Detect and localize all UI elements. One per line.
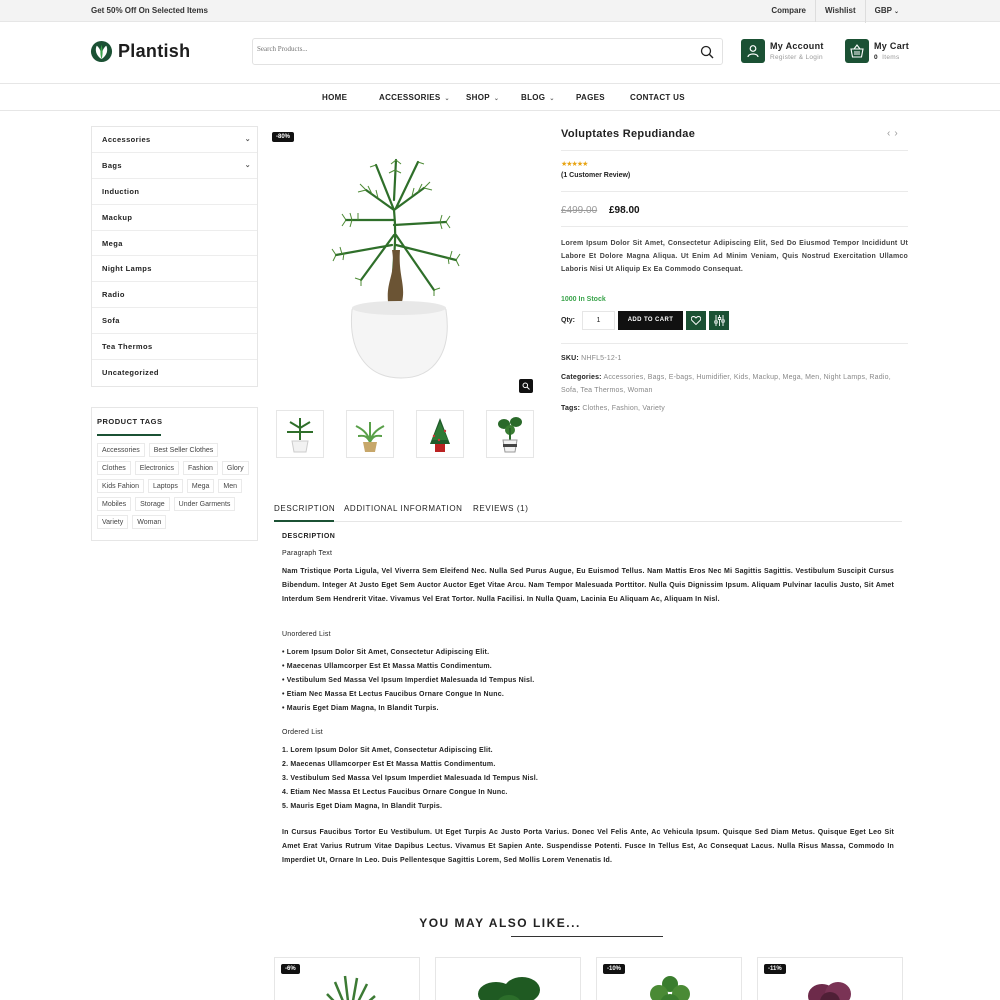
list-item: 1. Lorem Ipsum Dolor Sit Amet, Consectetur Adipiscing Elit. <box>282 747 493 754</box>
thumbnail-4[interactable] <box>486 410 534 458</box>
leaf-logo-icon <box>90 40 113 63</box>
cart-title: My Cart <box>874 41 910 51</box>
chevron-left-icon[interactable]: ‹ <box>887 128 895 139</box>
divider <box>561 226 908 227</box>
wishlist-link[interactable]: Wishlist <box>815 0 865 22</box>
divider <box>561 343 908 344</box>
compare-link[interactable]: Compare <box>771 6 807 15</box>
user-icon <box>741 39 765 63</box>
tag-chip[interactable]: Electronics <box>135 461 179 475</box>
category-item[interactable]: Uncategorized <box>102 368 159 378</box>
list-item: 5. Mauris Eget Diam Magna, In Blandit Turpis. <box>282 803 443 810</box>
tag-chip[interactable]: Mega <box>187 479 215 493</box>
nav-shop[interactable]: SHOP ⌄ <box>466 93 500 102</box>
list-item: 4. Etiam Nec Massa Et Lectus Faucibus Ornare Congue In Nunc. <box>282 789 508 796</box>
tag-chip[interactable]: Glory <box>222 461 249 475</box>
divider <box>561 191 908 192</box>
account-title: My Account <box>770 41 824 51</box>
list-item: • Etiam Nec Massa Et Lectus Faucibus Ornare Congue In Nunc. <box>282 691 504 698</box>
list-item: • Vestibulum Sed Massa Vel Ipsum Imperdiet Malesuada Id Tempus Nisl. <box>282 677 535 684</box>
unordered-list <box>282 646 894 716</box>
nav-contact[interactable]: CONTACT US <box>630 93 685 102</box>
closing-paragraph: In Cursus Faucibus Tortor Eu Vestibulum. Ut Eget Turpis Ac Justo Porta Varius. Donec Vel Felis Ante, Ac Vehicula Ipsum. Quisque Sed Diam Metus. Quisque Eget Leo Sit Amet Erat Varius Rutrum Vitae Dapibus Lectus. Vivamus Et Sapien Ante. Suspendisse Potenti. Fusce In Tellus Est, Ac Consequat Lacus. Nulla Risus Massa, Commodo In Imperdiet Ut, Ornare In Leo. Duis Pellentesque Sagittis Lorem, Sed Mollis Lorem Venenatis Id. <box>282 829 894 864</box>
thumbnail-1[interactable] <box>276 410 324 458</box>
description-paragraph: Nam Tristique Porta Ligula, Vel Viverra Sem Eleifend Nec. Nulla Sed Purus Augue, Eu Euismod Tellus. Nam Mattis Eros Nec Mi Sagittis Sagittis. Vestibulum Suscipit Cursus Bibendum. Integer At Justo Eget Sem Auctor Auctor Eget Vitae Arcu. Nam Tempor Malesuada Porttitor. Nulla Quis Dignissim Ipsum. Aliquam Pulvinar Iaculis Justo, Sit Amet Interdum Sem Hendrerit Vitae. Vivamus Vel Erat Tortor. Nulla Facilisi. In Nulla Quam, Lacinia Eu Aliquam Ac, Aliquam In Nisl. <box>282 568 894 603</box>
nav-accessories[interactable]: ACCESSORIES ⌄ <box>379 93 450 102</box>
active-tab-indicator <box>274 520 334 522</box>
list-item: 3. Vestibulum Sed Massa Vel Ipsum Imperdiet Malesuada Id Tempus Nisl. <box>282 775 539 782</box>
main-nav <box>0 83 1000 111</box>
tag-chip[interactable]: Men <box>218 479 242 493</box>
unordered-list-label: Unordered List <box>282 631 331 638</box>
star-rating: ★★★★★ <box>561 161 588 168</box>
add-to-cart-button[interactable]: ADD TO CART <box>618 311 683 330</box>
tag-list <box>97 443 257 533</box>
wishlist-heart-icon[interactable] <box>686 311 706 330</box>
description-heading: DESCRIPTION <box>282 533 336 540</box>
tags-line: Tags: Clothes, Fashion, Variety <box>561 405 665 412</box>
short-description: Lorem Ipsum Dolor Sit Amet, Consectetur Adipiscing Elit, Sed Do Eiusmod Tempor Incididunt Ut Labore Et Dolore Magna Aliqua. Ut Enim Ad Minim Veniam, Quis Nostrud Exercitation Ullamco Laboris Nisi Ut Aliquip Ex Ea Commodo Consequat. <box>561 240 908 273</box>
categories-line: Categories: Accessories, Bags, E-bags, Humidifier, Kids, Mackup, Mega, Men, Night Lamps, Radio, Sofa, Tea Thermos, Woman <box>561 374 891 394</box>
discount-badge: -6% <box>281 964 300 974</box>
logo[interactable] <box>90 40 190 63</box>
paragraph-label: Paragraph Text <box>282 550 333 557</box>
quantity-input[interactable]: 1 <box>582 311 615 330</box>
category-item[interactable]: Bags ⌄ <box>92 153 257 179</box>
chevron-down-icon: ⌄ <box>444 96 450 102</box>
cart-items-label: Items <box>882 54 900 61</box>
category-item[interactable]: Radio <box>92 282 257 308</box>
tag-chip[interactable]: Accessories <box>97 443 145 457</box>
category-list <box>91 126 258 387</box>
related-title: YOU MAY ALSO LIKE... <box>419 916 581 930</box>
old-price: £499.00 <box>561 205 598 216</box>
list-item: • Lorem Ipsum Dolor Sit Amet, Consectetur Adipiscing Elit. <box>282 649 490 656</box>
tag-chip[interactable]: Best Seller Clothes <box>149 443 219 457</box>
tag-chip[interactable]: Mobiles <box>97 497 131 511</box>
stock-status: 1000 In Stock <box>561 296 606 303</box>
logo-text: Plantish <box>118 41 191 61</box>
top-bar <box>0 0 1000 22</box>
basket-icon <box>845 39 869 63</box>
discount-badge: -10% <box>603 964 625 974</box>
related-product-card[interactable] <box>596 957 742 1000</box>
chevron-down-icon: ⌄ <box>893 8 899 15</box>
tag-chip[interactable]: Under Garments <box>174 497 236 511</box>
ordered-list-label: Ordered List <box>282 729 323 736</box>
account-subtitle: Register & Login <box>770 54 823 61</box>
chevron-down-icon[interactable]: ⌄ <box>244 136 251 143</box>
compare-sliders-icon[interactable] <box>709 311 729 330</box>
category-item[interactable]: Accessories ⌄ <box>92 127 257 153</box>
product-tags-widget <box>91 407 258 541</box>
product-title: Voluptates Repudiandae <box>561 128 696 140</box>
currency-selector[interactable] <box>865 0 908 23</box>
tags-title-underline <box>97 434 161 436</box>
currency-label: GBP <box>874 5 892 15</box>
qty-label: Qty: <box>561 317 575 324</box>
top-links <box>762 0 908 22</box>
chevron-down-icon: ⌄ <box>493 96 500 102</box>
review-count-link[interactable]: (1 Customer Review) <box>561 172 631 179</box>
product-tabs <box>274 504 902 522</box>
chevron-right-icon[interactable]: › <box>894 128 902 139</box>
account-button[interactable] <box>741 39 824 63</box>
discount-badge: -80% <box>272 132 294 142</box>
nav-blog[interactable]: BLOG ⌄ <box>521 93 555 102</box>
tab-reviews[interactable]: REVIEWS (1) <box>473 504 529 513</box>
tag-chip[interactable]: Variety <box>97 515 128 529</box>
tag-chip[interactable]: Clothes <box>97 461 131 475</box>
category-item[interactable]: Mega <box>92 231 257 257</box>
discount-badge: -11% <box>764 964 786 974</box>
category-item[interactable]: Tea Thermos <box>92 334 257 360</box>
tags-title: PRODUCT TAGS <box>97 417 163 426</box>
search-icon[interactable] <box>700 45 714 59</box>
tag-chip[interactable]: Kids Fahion <box>97 479 144 493</box>
divider <box>561 150 908 151</box>
category-item[interactable]: Sofa <box>92 308 257 334</box>
related-title-underline <box>511 936 663 937</box>
nav-pages[interactable]: PAGES <box>576 93 605 102</box>
current-price: £98.00 <box>609 205 640 216</box>
cart-count: 0 <box>874 54 878 61</box>
tab-description[interactable]: DESCRIPTION <box>274 504 336 513</box>
zoom-icon[interactable] <box>519 379 533 393</box>
nav-home[interactable]: HOME <box>322 93 348 102</box>
list-item: 2. Maecenas Ullamcorper Est Et Massa Mattis Condimentum. <box>282 761 496 768</box>
ordered-list <box>282 744 894 814</box>
related-product-card[interactable] <box>274 957 420 1000</box>
tag-chip[interactable]: Storage <box>135 497 170 511</box>
tag-chip[interactable]: Fashion <box>183 461 218 475</box>
cart-button[interactable] <box>845 39 909 63</box>
sku-line: SKU: NHFL5-12-1 <box>561 355 622 362</box>
list-item: • Mauris Eget Diam Magna, In Blandit Turpis. <box>282 705 439 712</box>
chevron-down-icon: ⌄ <box>549 96 555 102</box>
chevron-down-icon[interactable]: ⌄ <box>244 161 251 169</box>
product-main-image[interactable] <box>306 150 486 382</box>
tag-chip[interactable]: Woman <box>132 515 166 529</box>
search-input[interactable] <box>257 45 677 53</box>
category-item[interactable]: Induction <box>92 179 257 205</box>
category-item[interactable]: Mackup <box>92 205 257 231</box>
tab-additional-information[interactable]: ADDITIONAL INFORMATION <box>344 504 463 513</box>
search-bar <box>252 38 723 65</box>
tag-links[interactable]: Clothes, Fashion, Variety <box>582 405 665 412</box>
promo-text: Get 50% Off On Selected Items <box>91 6 208 15</box>
category-links[interactable]: Accessories, Bags, E-bags, Humidifier, Kids, Mackup, Mega, Men, Night Lamps, Radio, Sofa, Tea Thermos, Woman <box>561 374 891 394</box>
related-product-card[interactable] <box>435 957 581 1000</box>
related-product-card[interactable] <box>757 957 903 1000</box>
thumbnail-3[interactable] <box>416 410 464 458</box>
category-item[interactable]: Night Lamps <box>92 256 257 282</box>
tag-chip[interactable]: Laptops <box>148 479 183 493</box>
thumbnail-2[interactable] <box>346 410 394 458</box>
list-item: • Maecenas Ullamcorper Est Et Massa Mattis Condimentum. <box>282 663 492 670</box>
product-nav-arrows <box>887 128 902 139</box>
